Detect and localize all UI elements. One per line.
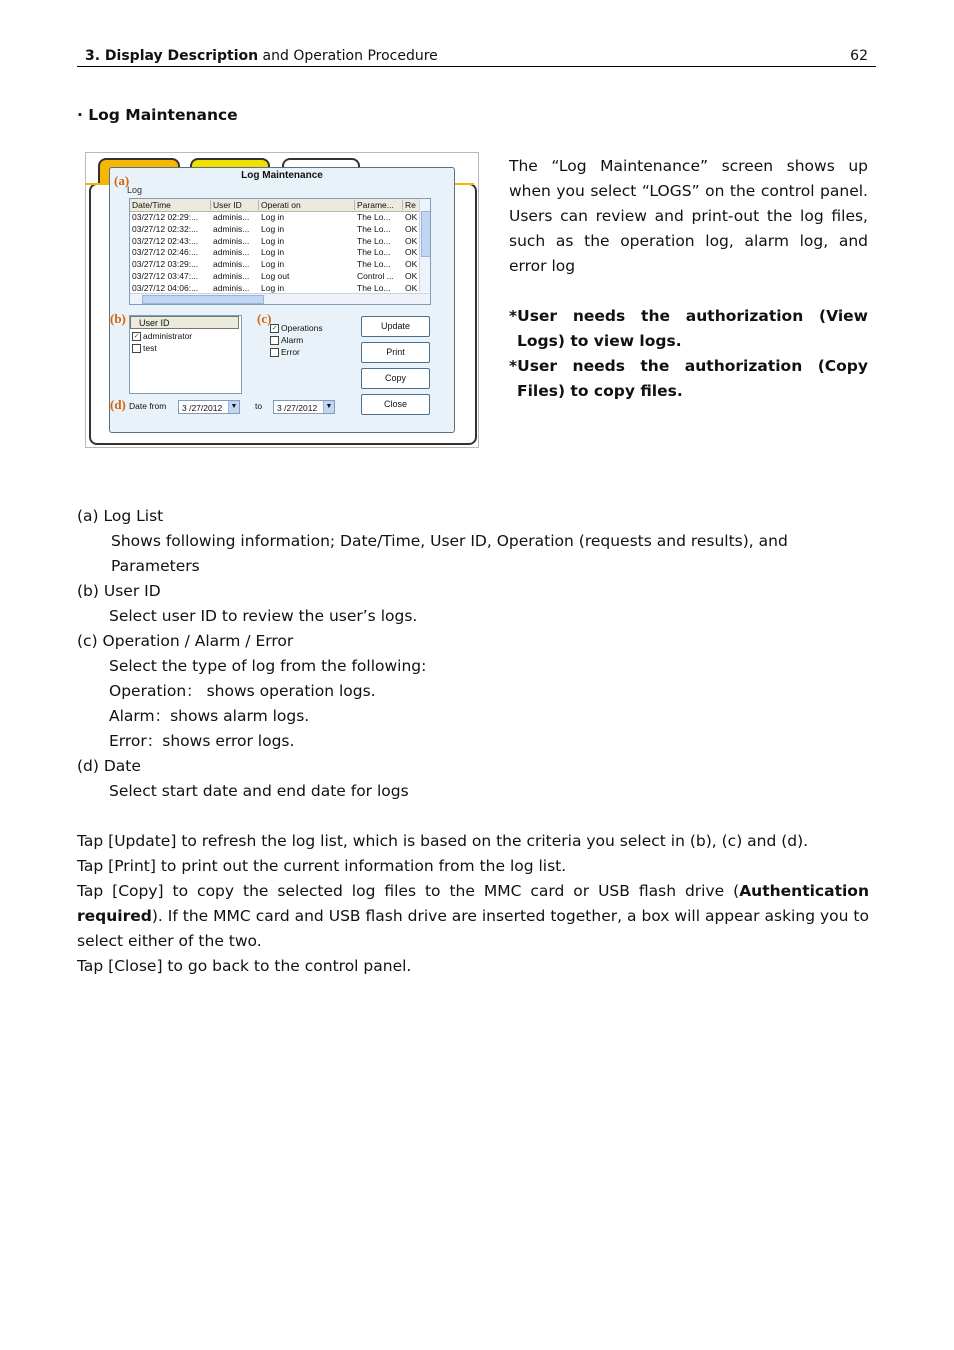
date-to-label: to [255, 401, 263, 411]
table-cell: adminis... [213, 259, 250, 270]
column-header[interactable]: Operati on [259, 200, 355, 210]
table-cell: Log in [261, 259, 285, 270]
table-row[interactable] [130, 271, 420, 282]
item-c-text: Select the type of log from the following: [109, 657, 427, 675]
marker-b: (b) [110, 311, 126, 326]
table-cell: The Lo... [357, 235, 391, 246]
option-operations[interactable] [270, 323, 323, 333]
user-id-header: User ID [130, 316, 239, 329]
auth-note-view: *User needs the authorization (View Logs) to view logs. [509, 307, 868, 350]
instruction-copy-pre: Tap [Copy] to copy the selected log files to the MMC card or USB flash drive ( [77, 882, 740, 900]
table-cell: OK [405, 212, 418, 222]
instruction-print: Tap [Print] to print out the current information from the log list. [77, 857, 567, 875]
table-cell: OK [405, 247, 418, 258]
table-row[interactable] [130, 247, 420, 258]
date-from-value: 3 /27/2012 [182, 403, 223, 413]
print-button[interactable]: Print [361, 342, 430, 363]
description [509, 154, 868, 404]
instruction-copy-post: ). If the MMC card and USB flash drive are inserted together, a box will appear asking you to select either of the two. [77, 907, 869, 950]
log-list[interactable] [129, 198, 431, 305]
checkbox-icon[interactable] [132, 344, 141, 353]
item-d-title: (d) Date [77, 757, 141, 775]
item-a-title: (a) Log List [77, 507, 164, 525]
column-header[interactable]: Parame... [355, 200, 403, 210]
table-cell: 03/27/12 03:29:... [132, 259, 199, 270]
table-row[interactable] [130, 224, 420, 235]
item-c-error: Error：shows error logs. [109, 732, 295, 750]
table-cell: The Lo... [357, 223, 391, 234]
table-cell: Log out [261, 271, 290, 281]
date-from-label: Date from [129, 401, 167, 411]
table-cell: 03/27/12 02:29:... [132, 212, 199, 222]
table-cell: adminis... [213, 247, 250, 258]
user-item-label: administrator [143, 331, 193, 341]
table-cell: Log in [261, 212, 285, 222]
user-item[interactable] [132, 343, 157, 353]
item-c-operation: Operation： shows operation logs. [109, 682, 376, 700]
instruction-update: Tap [Update] to refresh the log list, which is based on the criteria you select in (b), (c) and (d). [77, 832, 809, 850]
item-b-text: Select user ID to review the user’s logs. [109, 607, 418, 625]
table-cell: The Lo... [357, 259, 391, 270]
update-button[interactable]: Update [361, 316, 430, 337]
table-cell: OK [405, 259, 418, 270]
table-row[interactable] [130, 236, 420, 247]
item-d-text: Select start date and end date for logs [109, 782, 409, 800]
table-cell: 03/27/12 02:32:... [132, 223, 199, 234]
chevron-down-icon[interactable]: ▼ [228, 401, 239, 413]
table-cell: The Lo... [357, 282, 391, 293]
table-cell: The Lo... [357, 212, 391, 222]
table-cell: 03/27/12 02:43:... [132, 235, 199, 246]
copy-button[interactable]: Copy [361, 368, 430, 389]
vertical-scrollbar[interactable] [419, 199, 430, 292]
page-header [77, 47, 876, 67]
table-cell: Log in [261, 282, 285, 293]
table-cell: adminis... [213, 212, 250, 222]
table-cell: OK [405, 271, 418, 281]
table-cell: OK [405, 223, 418, 234]
marker-c: (c) [257, 311, 272, 326]
table-cell: The Lo... [357, 247, 391, 258]
item-b-title: (b) User ID [77, 582, 161, 600]
dialog-title: Log Maintenance [241, 170, 323, 181]
table-cell: OK [405, 235, 418, 246]
table-cell: Log in [261, 247, 285, 258]
chevron-down-icon[interactable]: ▼ [323, 401, 334, 413]
instruction-copy [77, 879, 869, 954]
item-descriptions [77, 504, 869, 979]
table-row[interactable] [130, 259, 420, 270]
date-to-value: 3 /27/2012 [277, 403, 318, 413]
log-maintenance-screenshot [85, 152, 479, 448]
date-from-picker[interactable] [178, 400, 240, 414]
marker-d: (d) [110, 397, 126, 412]
instruction-close: Tap [Close] to go back to the control panel. [77, 957, 412, 975]
close-button[interactable]: Close [361, 394, 430, 415]
chapter-title [85, 48, 438, 64]
chapter-title-bold: 3. Display Description [85, 48, 259, 64]
chapter-title-rest: and Operation Procedure [258, 48, 438, 64]
log-group-label: Log [127, 185, 143, 195]
option-label: Operations [281, 323, 323, 333]
item-c-alarm: Alarm：shows alarm logs. [109, 707, 310, 725]
table-cell: OK [405, 282, 418, 293]
auth-note-copy: *User needs the authorization (Copy Files) to copy files. [509, 357, 868, 400]
column-header[interactable]: Date/Time [130, 200, 211, 210]
checkbox-icon[interactable] [270, 348, 279, 357]
table-cell: adminis... [213, 282, 250, 293]
scroll-thumb[interactable] [142, 295, 264, 304]
log-list-header [130, 199, 420, 212]
checkbox-icon[interactable] [270, 336, 279, 345]
date-to-picker[interactable] [273, 400, 335, 414]
instruction-copy-bold: Authentication required [77, 882, 869, 925]
marker-a: (a) [114, 173, 130, 188]
horizontal-scrollbar[interactable] [130, 293, 430, 304]
table-cell: Log in [261, 235, 285, 246]
description-intro: The “Log Maintenance” screen shows up when you select “LOGS” on the control panel. Users can review and print-out the log files, such as the operation log, alarm log, and error log [509, 157, 868, 275]
table-cell: adminis... [213, 235, 250, 246]
option-error[interactable] [270, 347, 300, 357]
column-header[interactable]: User ID [211, 200, 259, 210]
table-cell: 03/27/12 03:47:... [132, 271, 199, 281]
log-maintenance-dialog [109, 167, 455, 433]
scroll-thumb[interactable] [421, 211, 431, 257]
user-id-list[interactable] [129, 315, 242, 394]
table-cell: 03/27/12 02:46:... [132, 247, 199, 258]
checkbox-checked-icon[interactable]: ✓ [271, 325, 278, 333]
page-number: 62 [850, 48, 868, 64]
table-row[interactable] [130, 212, 420, 223]
option-label: Error [281, 347, 300, 357]
checkbox-checked-icon[interactable]: ✓ [133, 333, 140, 341]
column-header[interactable]: Re [403, 200, 421, 210]
table-cell: Control ... [357, 271, 394, 281]
user-item-label: test [143, 343, 157, 353]
item-c-title: (c) Operation / Alarm / Error [77, 632, 294, 650]
table-cell: adminis... [213, 271, 250, 281]
section-title: · Log Maintenance [77, 106, 238, 124]
option-alarm[interactable] [270, 335, 303, 345]
option-label: Alarm [281, 335, 304, 345]
table-cell: Log in [261, 223, 285, 234]
user-item[interactable] [132, 331, 192, 341]
table-cell: 03/27/12 04:06:... [132, 282, 199, 293]
table-cell: adminis... [213, 223, 250, 234]
item-a-text: Shows following information; Date/Time, User ID, Operation (requests and results), and Parameters [111, 532, 788, 575]
